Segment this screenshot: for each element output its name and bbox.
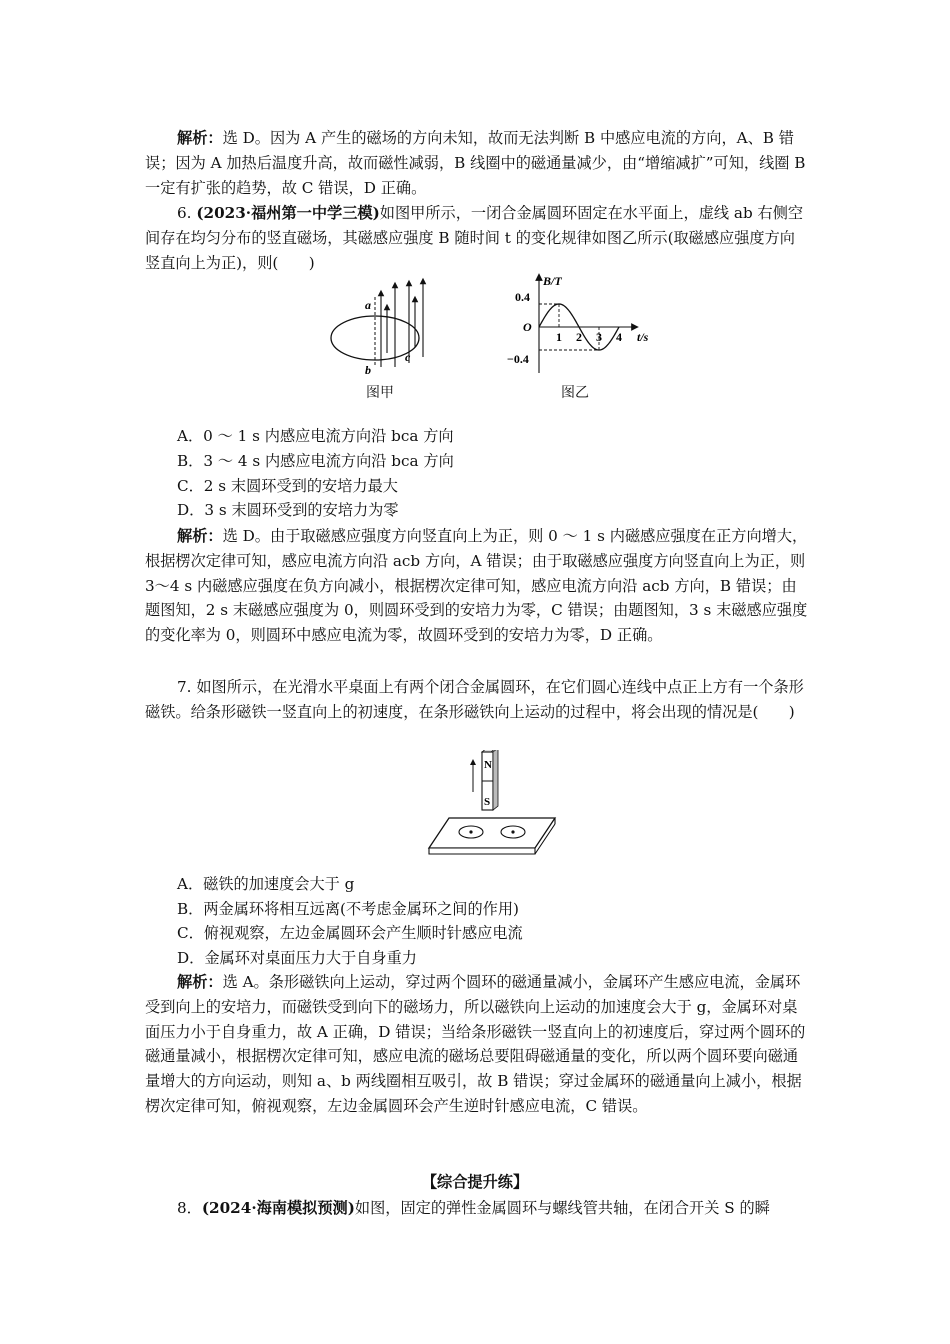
q7-option-d: D．金属环对桌面压力大于自身重力 [177,949,417,967]
y-tick-neg: −0.4 [507,352,529,366]
question-number: 7. [177,678,192,696]
q8-stem [145,1196,810,1221]
q7-analysis [145,970,810,1119]
analysis-label: 解析： [177,973,223,991]
pole-n: N [484,759,492,771]
q7-option-a: A．磁铁的加速度会大于 g [177,875,355,893]
question-source: (2024·海南模拟预测) [201,1199,355,1217]
q6-option-c: C．2 s 末圆环受到的安培力最大 [177,477,398,495]
question-text: 如图所示，在光滑水平桌面上有两个闭合金属圆环，在它们圆心连线中点正上方有一个条形磁铁。给条形磁铁一竖直向上的初速度，在条形磁铁向上运动的过程中，将会出现的情况是( ) [145,678,804,721]
table-top [429,818,555,848]
question-number: 6. [177,204,192,222]
figure-ring-field [325,277,435,377]
table-edge [429,848,535,854]
x-tick-label: 3 [596,330,602,344]
analysis-text: 选 D。因为 A 产生的磁场的方向未知，故而无法判断 B 中感应电流的方向，A、B 错误；因为 A 加热后温度升高，故而磁性减弱，B 线圈中的磁通量减少，由“增缩减扩”可知，线圈 B 一定有扩张的趋势，故 C 错误，D 正确。 [145,129,806,197]
origin-label: O [523,320,532,334]
question-text: 如图，固定的弹性金属圆环与螺线管共轴，在闭合开关 S 的瞬 [354,1199,770,1217]
label-a: a [365,298,371,312]
q5-analysis [145,126,810,200]
label-b: b [365,363,371,377]
q6-analysis [145,524,810,648]
analysis-text: 选 A。条形磁铁向上运动，穿过两个圆环的磁通量减小，金属环产生感应电流，金属环受到向上的安培力，而磁铁受到向下的磁场力，所以磁铁向上运动的加速度会大于 g，金属环对桌面压力小于自身重力，故 A 正确，D 错误；当给条形磁铁一竖直向上的初速度后，穿过两个圆环的磁通量减小，根据楞次定律可知，感应电流的磁场总要阻碍磁通量的变化，所以两个圆环要向磁通量增大的方向运动，则知 a、b 两线圈相互吸引，故 B 错误；穿过金属环的磁通量向上减小，根据楞次定律可知，俯视观察，左边金属圆环会产生逆时针感应电流，C 错误。 [145,973,806,1115]
q7-stem [145,675,810,725]
q7-option-c: C．俯视观察，左边金属圆环会产生顺时针感应电流 [177,924,523,942]
y-tick-pos: 0.4 [515,290,530,304]
x-axis-label: t/s [637,330,649,344]
question-number: 8． [177,1199,202,1217]
magnetic-field-arrows [381,281,423,367]
b-t-graph [505,273,665,378]
q6-option-a: A．0 ～ 1 s 内感应电流方向沿 bca 方向 [177,427,454,445]
x-tick-label: 2 [576,330,582,344]
analysis-label: 解析： [177,527,223,545]
analysis-label: 解析： [177,129,223,147]
figure-b-caption: 图乙 [561,385,589,401]
label-c: c [405,350,411,364]
question-source: (2023·福州第一中学三模) [196,204,380,222]
x-tick-label: 1 [556,330,562,344]
q6-stem [145,201,810,275]
pole-s: S [484,796,491,808]
question-text: 如图甲所示，一闭合金属圆环固定在水平面上，虚线 ab 右侧空间存在均匀分布的竖直磁场，其磁感应强度 B 随时间 t 的变化规律如图乙所示(取磁感应强度方向竖直向上为正)，则( ) [145,204,804,272]
y-axis-label: B/T [543,274,562,288]
section-title: 【综合提升练】 [421,1173,529,1191]
q7-option-b: B．两金属环将相互远离(不考虑金属环之间的作用) [177,900,519,918]
q6-option-b: B．3 ～ 4 s 内感应电流方向沿 bca 方向 [177,452,454,470]
figure-magnet-rings [425,750,560,855]
figure-a-caption: 图甲 [366,385,394,401]
analysis-text: 选 D。由于取磁感应强度方向竖直向上为正，则 0 ～ 1 s 内磁感应强度在正方向增大，根据楞次定律可知，感应电流方向沿 acb 方向，A 错误；由于取磁感应强度方向竖直向上为正，则 3～4 s 内磁感应强度在负方向减小，根据楞次定律可知，感应电流方向沿 acb 方向，B 错误；由题图知，2 s 末磁感应强度为 0，则圆环受到的安培力为零，C 错误；由题图知，3 s 末磁感应强度的变化率为 0，则圆环中感应电流为零，故圆环受到的安培力为零，D 正确。 [145,527,808,645]
x-tick-label: 4 [616,330,622,344]
q6-option-d: D．3 s 末圆环受到的安培力为零 [177,501,399,519]
